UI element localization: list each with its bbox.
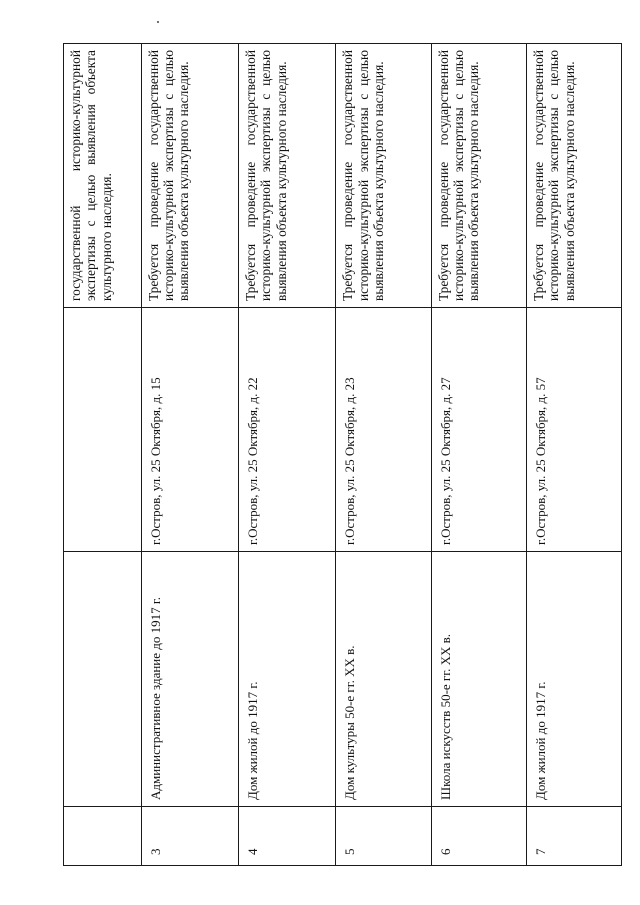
object-name-cell: Дом жилой до 1917 г.: [526, 552, 621, 807]
table-row: [431, 44, 526, 866]
object-address-cell: г.Остров, ул. 25 Октября, д. 15: [141, 308, 238, 552]
object-address-cell: [64, 308, 142, 552]
requirement-cell: Требуется проведение государственной историко-культурной экспертизы с целью выявления объекта культурного наследия.: [336, 44, 431, 308]
table-row: [336, 44, 431, 866]
row-number-cell: 6: [431, 807, 526, 866]
heritage-objects-table: [63, 43, 622, 866]
object-name-cell: Дом жилой до 1917 г.: [238, 552, 335, 807]
requirement-cell: государственной историко-культурной экспертизы с целью выявления объекта культурного наследия.: [64, 44, 142, 308]
object-address-cell: г.Остров, ул. 25 Октября, д. 27: [431, 308, 526, 552]
row-number-cell: 3: [141, 807, 238, 866]
table-row: [64, 44, 142, 866]
object-name-cell: [64, 552, 142, 807]
scan-speck: [157, 21, 159, 23]
requirement-cell: Требуется проведение государственной историко-культурной экспертизы с целью выявления объекта культурного наследия.: [431, 44, 526, 308]
object-address-cell: г.Остров, ул. 25 Октября, д. 22: [238, 308, 335, 552]
object-name-cell: Дом культуры 50-е гг. XX в.: [336, 552, 431, 807]
requirement-cell: Требуется проведение государственной историко-культурной экспертизы с целью выявления объекта культурного наследия.: [526, 44, 621, 308]
object-address-cell: г.Остров, ул. 25 Октября, д. 57: [526, 308, 621, 552]
row-number-cell: 4: [238, 807, 335, 866]
rotated-page: [63, 44, 622, 866]
row-number-cell: 5: [336, 807, 431, 866]
object-name-cell: Школа искусств 50-е гг. XX в.: [431, 552, 526, 807]
table-row: [141, 44, 238, 866]
table-row: [238, 44, 335, 866]
requirement-cell: Требуется проведение государственной историко-культурной экспертизы с целью выявления объекта культурного наследия.: [238, 44, 335, 308]
table-row: [526, 44, 621, 866]
requirement-cell: Требуется проведение государственной историко-культурной экспертизы с целью выявления объекта культурного наследия.: [141, 44, 238, 308]
row-number-cell: 7: [526, 807, 621, 866]
object-name-cell: Административное здание до 1917 г.: [141, 552, 238, 807]
object-address-cell: г.Остров, ул. 25 Октября, д. 23: [336, 308, 431, 552]
row-number-cell: [64, 807, 142, 866]
